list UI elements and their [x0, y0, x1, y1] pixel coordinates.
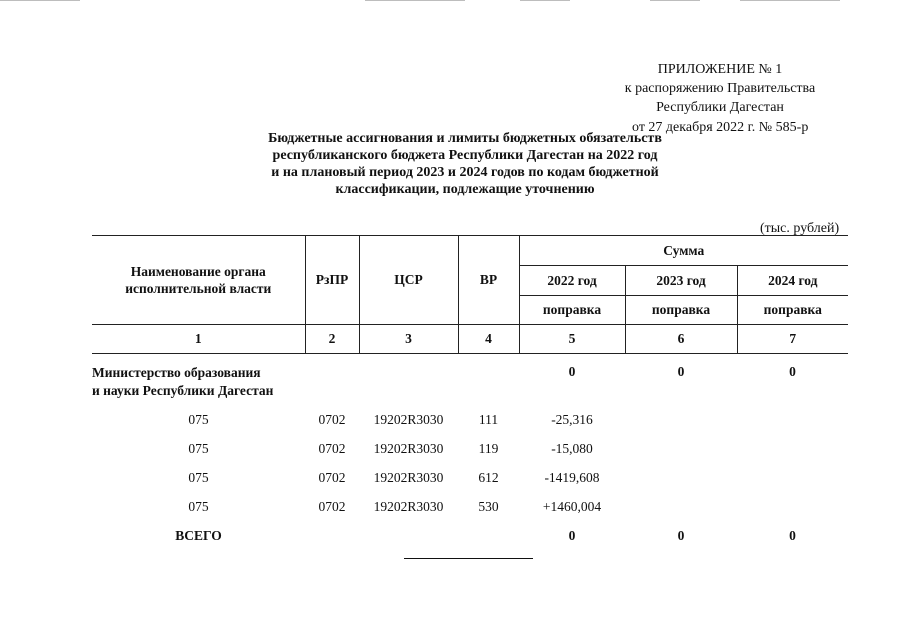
cell-amount-2023 [625, 493, 737, 522]
cell-amount-2024 [737, 464, 848, 493]
header-rzpr: РзПР [305, 236, 359, 325]
ministry-row [92, 354, 848, 406]
column-number: 7 [737, 325, 848, 354]
cell-csr: 19202R3030 [373, 499, 444, 514]
header-sum: Сумма [519, 236, 848, 266]
table-row [92, 493, 848, 522]
header-csr: ЦСР [359, 236, 458, 325]
header-year-2023: 2023 год [625, 266, 737, 296]
cell-amount-2023 [625, 435, 737, 464]
cell-amount-2024 [737, 406, 848, 435]
total-amount-2023: 0 [677, 528, 685, 543]
total-row [92, 522, 848, 551]
appendix-date: от 27 декабря 2022 г. № 585-р [632, 120, 809, 135]
cell-org-code: 075 [188, 499, 209, 514]
cell-amount-2022: +1460,004 [542, 499, 602, 514]
units-label: (тыс. рублей) [760, 221, 840, 236]
scan-edge-mark [740, 0, 840, 1]
column-number: 1 [92, 325, 305, 354]
cell-amount-2022: -25,316 [551, 412, 593, 427]
title-line: и на плановый период 2023 и 2024 годов по кодам бюджетной [271, 165, 659, 180]
header-year-2024: 2024 год [737, 266, 848, 296]
header-vr: ВР [458, 236, 519, 325]
header-year-2022: 2022 год [519, 266, 625, 296]
column-number: 4 [458, 325, 519, 354]
cell-rzpr: 0702 [318, 470, 346, 485]
scan-edge-mark [520, 0, 570, 1]
cell-org-code: 075 [188, 470, 209, 485]
appendix-header [600, 60, 840, 137]
ministry-name-line: и науки Республики Дагестан [92, 383, 274, 398]
cell-amount-2022: -15,080 [551, 441, 593, 456]
cell-vr: 119 [478, 441, 499, 456]
cell-vr: 111 [478, 412, 499, 427]
ministry-amount-2022: 0 [568, 364, 576, 379]
table-row [92, 406, 848, 435]
header-amendment: поправка [625, 296, 737, 325]
table-row [92, 464, 848, 493]
appendix-republic: Республики Дагестан [656, 100, 784, 115]
appendix-label: ПРИЛОЖЕНИЕ № 1 [657, 62, 783, 77]
cell-csr: 19202R3030 [373, 412, 444, 427]
cell-org-code: 075 [188, 412, 209, 427]
column-number-row [92, 325, 848, 354]
closing-line [404, 558, 533, 559]
column-number: 5 [519, 325, 625, 354]
cell-amount-2024 [737, 435, 848, 464]
header-organ-name-text: Наименование органа исполнительной власти [125, 264, 272, 296]
header-organ-name [92, 236, 305, 325]
cell-amount-2022: -1419,608 [544, 470, 600, 485]
ministry-name-line: Министерство образования [92, 365, 261, 380]
total-label: ВСЕГО [175, 528, 222, 543]
cell-amount-2024 [737, 493, 848, 522]
header-amendment: поправка [519, 296, 625, 325]
column-number: 6 [625, 325, 737, 354]
column-number: 2 [305, 325, 359, 354]
scan-edge-mark [650, 0, 700, 1]
cell-rzpr: 0702 [318, 441, 346, 456]
ministry-name [92, 354, 305, 406]
appendix-reference: к распоряжению Правительства [624, 81, 816, 96]
total-amount-2024: 0 [789, 528, 796, 543]
ministry-amount-2024: 0 [789, 364, 796, 379]
total-amount-2022: 0 [568, 528, 576, 543]
cell-vr: 612 [478, 470, 499, 485]
table-row [92, 435, 848, 464]
budget-table [92, 235, 848, 551]
cell-vr: 530 [478, 499, 499, 514]
cell-rzpr: 0702 [318, 412, 346, 427]
scan-edge-mark [365, 0, 465, 1]
cell-csr: 19202R3030 [373, 441, 444, 456]
scan-edge-mark [0, 0, 80, 1]
cell-amount-2023 [625, 464, 737, 493]
title-line: республиканского бюджета Республики Дагестан на 2022 год [272, 148, 658, 163]
cell-amount-2023 [625, 406, 737, 435]
cell-csr: 19202R3030 [373, 470, 444, 485]
title-line: классификации, подлежащие уточнению [335, 182, 595, 197]
column-number: 3 [359, 325, 458, 354]
cell-org-code: 075 [188, 441, 209, 456]
header-amendment: поправка [737, 296, 848, 325]
title-line: Бюджетные ассигнования и лимиты бюджетных обязательств [268, 131, 662, 146]
document-title [230, 130, 700, 198]
ministry-amount-2023: 0 [677, 364, 685, 379]
cell-rzpr: 0702 [318, 499, 346, 514]
